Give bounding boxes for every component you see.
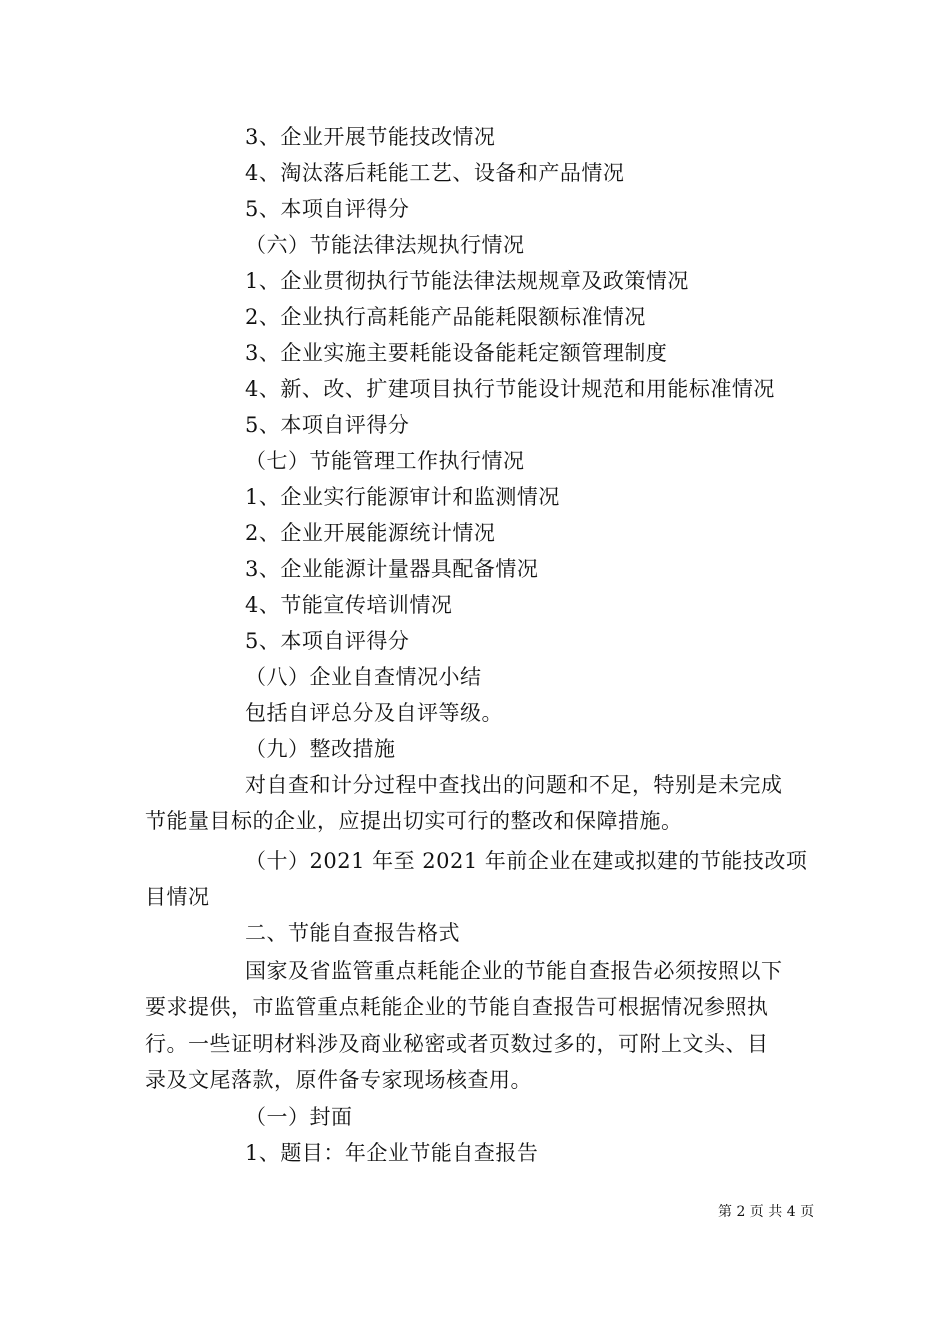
paragraph-line: 行。一些证明材料涉及商业秘密或者页数过多的，可附上文头、目 xyxy=(145,1032,769,1056)
section-heading: （十）2021 年至 2021 年前企业在建或拟建的节能技改项 xyxy=(245,849,808,873)
list-item: 4、节能宣传培训情况 xyxy=(245,593,453,617)
list-item: 1、企业贯彻执行节能法律法规规章及政策情况 xyxy=(245,269,689,293)
list-item: 5、本项自评得分 xyxy=(245,629,410,653)
section-heading: 二、节能自查报告格式 xyxy=(245,921,460,945)
list-item: 2、企业开展能源统计情况 xyxy=(245,521,496,545)
paragraph-line: 录及文尾落款，原件备专家现场核查用。 xyxy=(145,1068,532,1092)
list-item: 5、本项自评得分 xyxy=(245,413,410,437)
list-item: 3、企业能源计量器具配备情况 xyxy=(245,557,539,581)
list-item: 4、淘汰落后耗能工艺、设备和产品情况 xyxy=(245,161,625,185)
list-item: 4、新、改、扩建项目执行节能设计规范和用能标准情况 xyxy=(245,377,775,401)
paragraph-line: 对自查和计分过程中查找出的问题和不足，特别是未完成 xyxy=(245,773,783,797)
paragraph-line: 节能量目标的企业，应提出切实可行的整改和保障措施。 xyxy=(145,809,683,833)
list-item: 3、企业开展节能技改情况 xyxy=(245,125,496,149)
list-item: 2、企业执行高耗能产品能耗限额标准情况 xyxy=(245,305,646,329)
paragraph-line: 要求提供，市监管重点耗能企业的节能自查报告可根据情况参照执 xyxy=(145,995,769,1019)
section-heading: （八）企业自查情况小结 xyxy=(245,665,482,689)
section-heading: （九）整改措施 xyxy=(245,737,396,761)
paragraph-line: 目情况 xyxy=(145,885,210,909)
list-item: 1、题目：年企业节能自查报告 xyxy=(245,1141,539,1165)
list-item: 3、企业实施主要耗能设备能耗定额管理制度 xyxy=(245,341,668,365)
section-heading: （一）封面 xyxy=(245,1105,353,1129)
list-item: 5、本项自评得分 xyxy=(245,197,410,221)
section-heading: （七）节能管理工作执行情况 xyxy=(245,449,525,473)
paragraph-line: 包括自评总分及自评等级。 xyxy=(245,701,503,725)
paragraph-line: 国家及省监管重点耗能企业的节能自查报告必须按照以下 xyxy=(245,959,783,983)
section-heading: （六）节能法律法规执行情况 xyxy=(245,233,525,257)
list-item: 1、企业实行能源审计和监测情况 xyxy=(245,485,560,509)
page-number: 第 2 页 共 4 页 xyxy=(718,1204,815,1220)
